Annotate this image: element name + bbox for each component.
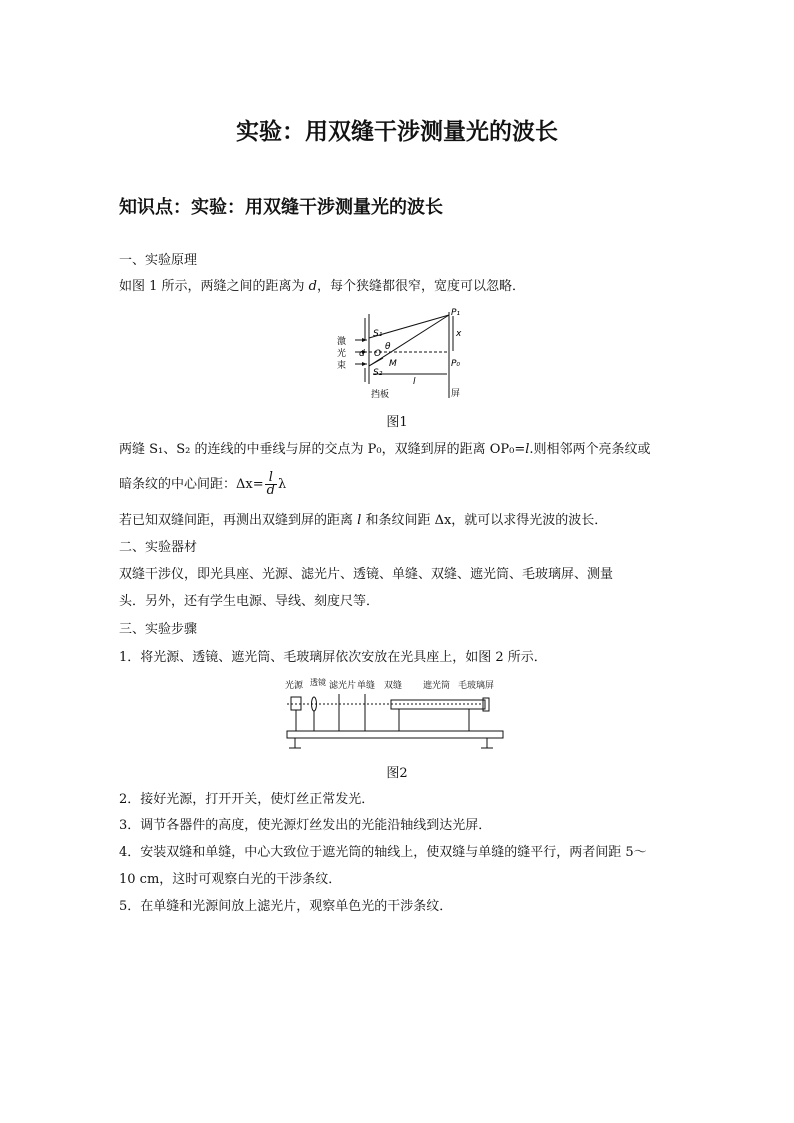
paragraph-equipment-line-2: 头．另外，还有学生电源、导线、刻度尺等． [119,594,380,609]
paragraph-measure [119,508,679,534]
fig1-label-laser-1: 激 [337,337,347,347]
text-segment: ，每个狭缝都很窄，宽度可以忽略． [317,279,526,294]
step-4-line-2: 10 cm，这时可观察白光的干涉条纹． [119,872,342,887]
var-l: l [525,442,530,457]
fraction-l-over-d [265,472,277,497]
text-segment: 和条纹间距 Δx，就可以求得光波的波长． [361,513,608,528]
fig2-label-light-source: 光源 [285,681,304,691]
text-segment: 若已知双缝间距，再测出双缝到屏的距离 [119,513,358,528]
figure-2-apparatus-diagram [283,676,513,754]
paragraph-equipment-line-1: 双缝干涉仪，即光具座、光源、滤光片、透镜、单缝、双缝、遮光筒、毛玻璃屏、测量 [119,567,614,582]
step-3: 3．调节各器件的高度，使光源灯丝发出的光能沿轴线到达光屏． [119,818,492,833]
step-2: 2．接好光源，打开开关，使灯丝正常发光． [119,792,375,807]
heading-principle: 一、实验原理 [119,253,198,268]
text-segment: 两缝 S₁、S₂ 的连线的中垂线与屏的交点为 P₀，双缝到屏的距离 OP₀= [119,442,526,457]
step-1: 1．将光源、透镜、遮光筒、毛玻璃屏依次安放在光具座上，如图 2 所示． [119,650,547,665]
text-segment: .则相邻两个亮条纹或 [529,442,651,457]
var-d: d [308,279,317,294]
fig1-label-p0: P₀ [451,359,461,369]
step-4-line-1: 4．安装双缝和单缝，中心大致位于遮光筒的轴线上，使双缝与单缝的缝平行，两者间距 5～ [119,845,647,860]
paragraph-fig1-intro [119,274,679,300]
paragraph-two-slits [119,437,679,463]
figure-1-double-slit-diagram [333,306,468,404]
fig2-label-single-slit: 单缝 [357,681,376,691]
fig1-label-m: M [389,359,397,369]
fraction-numerator: l [265,472,277,485]
fig2-label-lens: 透镜 [310,678,326,687]
fig1-label-l: l [413,377,416,387]
figure-2-caption: 图2 [386,766,408,781]
fig1-label-p1: P₁ [451,308,461,318]
section-heading: 知识点：实验：用双缝干涉测量光的波长 [119,197,443,218]
var-l: l [357,513,362,528]
fraction-denominator: d [266,483,275,498]
figure-1-caption: 图1 [386,415,408,430]
fig1-label-s1: S₁ [373,329,383,339]
fig1-label-barrier: 挡板 [371,390,390,400]
fig1-label-laser-3: 束 [337,361,347,371]
step-5: 5．在单缝和光源间放上滤光片，观察单色光的干涉条纹． [119,899,453,914]
fig1-label-theta: θ [385,342,391,352]
paragraph-spacing-formula [119,472,679,498]
heading-steps: 三、实验步骤 [119,622,198,637]
fig2-label-tube: 遮光筒 [423,681,451,691]
fig1-label-screen: 屏 [451,389,461,399]
text-segment: 暗条纹的中心间距：Δx= [119,477,264,492]
text-segment: λ [277,477,287,492]
arrowhead [362,362,367,366]
fig1-label-s2: S₂ [373,368,383,378]
fig2-label-filter: 滤光片 [329,681,357,691]
fig2-label-double-slit: 双缝 [384,681,403,691]
page-title: 实验：用双缝干涉测量光的波长 [236,119,558,145]
perpendicular-m [369,358,383,366]
fig1-label-d: d [359,349,365,359]
fig2-label-screen: 毛玻璃屏 [458,681,495,691]
fig1-label-x: x [456,329,462,339]
optical-bench [287,731,503,738]
light-tube [391,700,485,709]
text-segment: 如图 1 所示，两缝之间的距离为 [119,279,309,294]
heading-equipment: 二、实验器材 [119,540,198,555]
fig1-label-laser-2: 光 [337,349,347,359]
fig1-label-o: O [374,349,382,359]
